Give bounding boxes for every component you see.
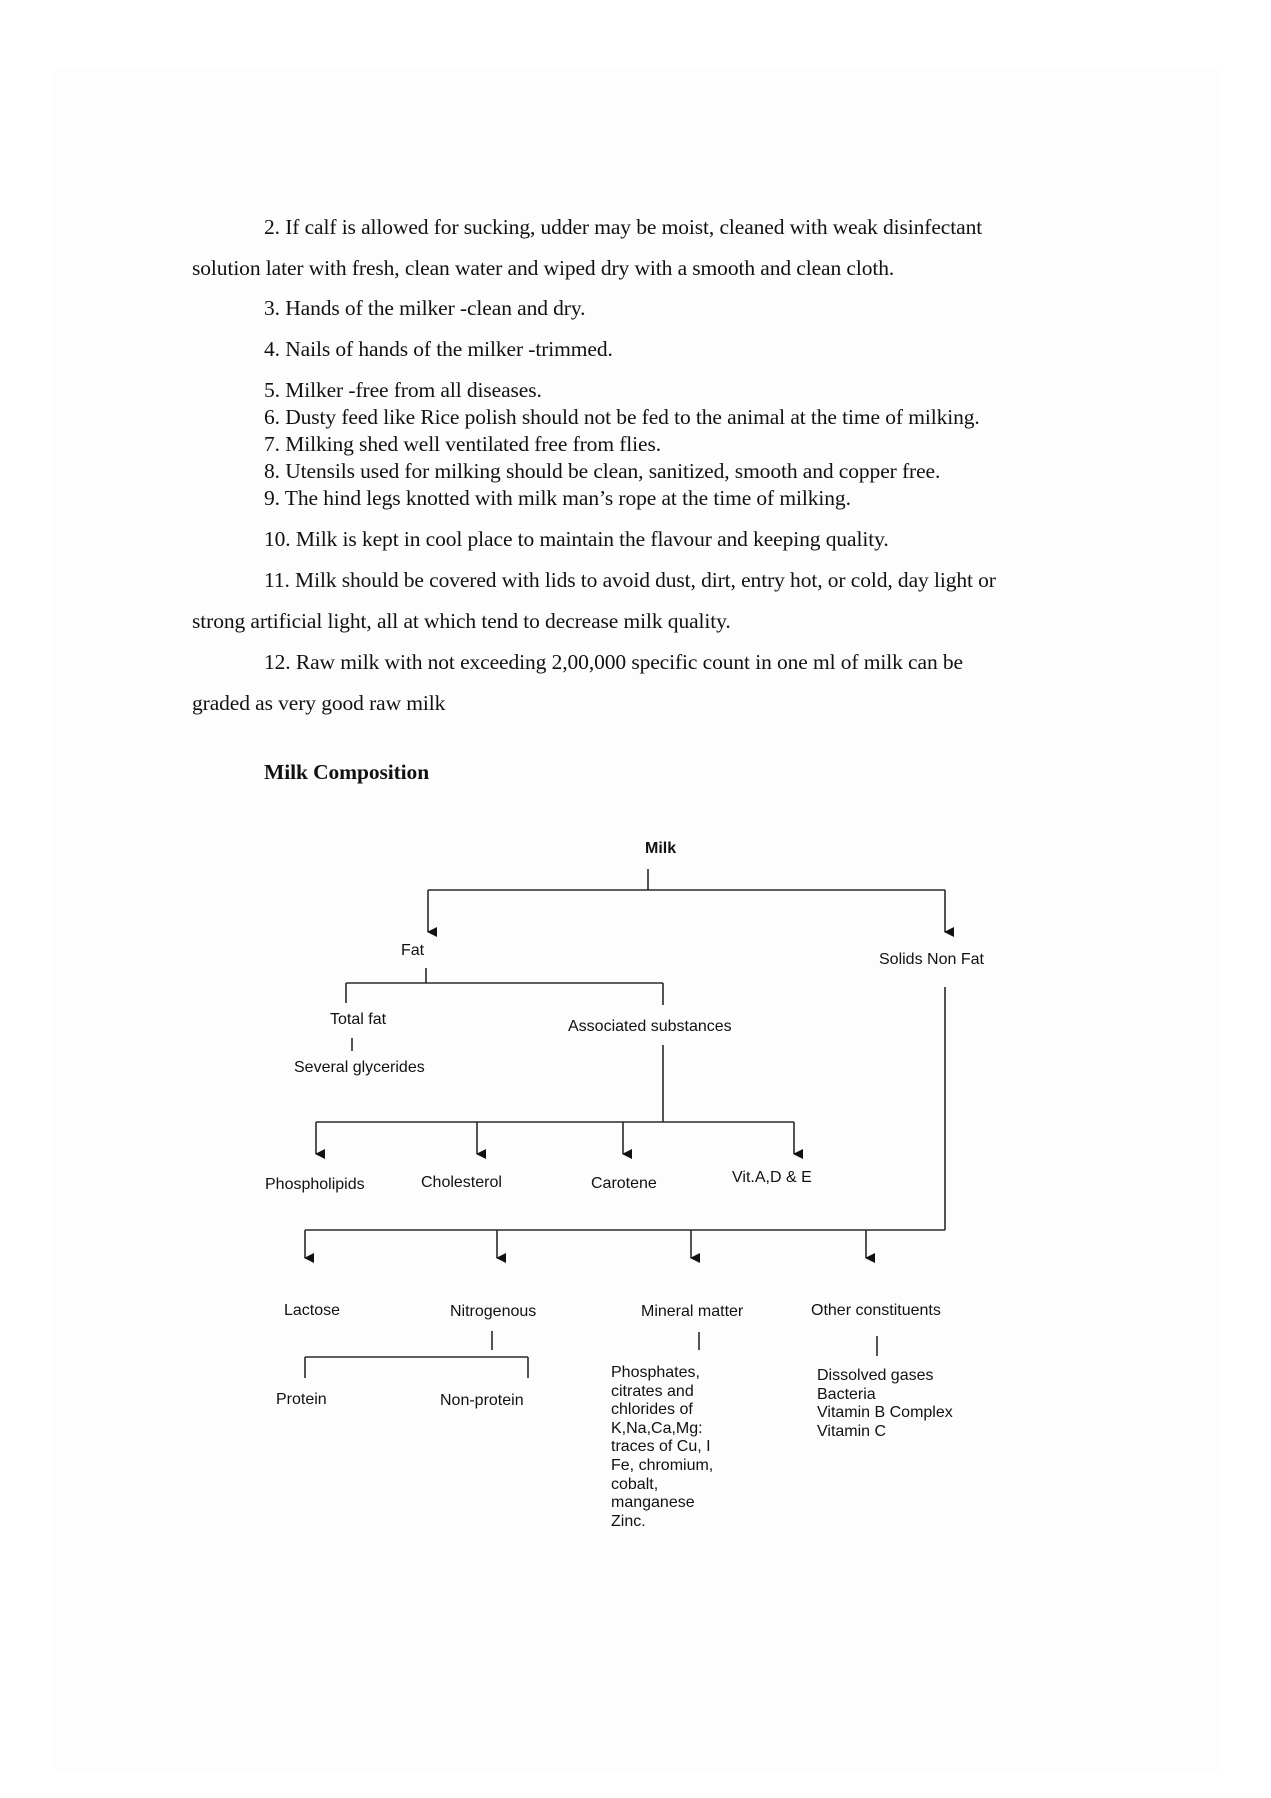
node-mineral-matter: Mineral matter <box>641 1303 744 1320</box>
other-detail-line: Bacteria <box>817 1385 876 1403</box>
section-heading: Milk Composition <box>264 760 430 784</box>
paragraph-item-8: 8. Utensils used for milking should be clean, sanitized, smooth and copper free. <box>264 459 941 483</box>
node-non-protein: Non-protein <box>440 1392 524 1409</box>
node-fat: Fat <box>401 942 425 959</box>
other-detail-line: Dissolved gases <box>817 1367 934 1384</box>
node-phospholipids: Phospholipids <box>265 1176 365 1193</box>
node-several-glycerides: Several glycerides <box>294 1059 425 1076</box>
node-carotene: Carotene <box>591 1175 657 1192</box>
mineral-details-list <box>611 1364 713 1531</box>
paragraph-item-7: 7. Milking shed well ventilated free from flies. <box>264 432 662 456</box>
paragraph-item-5: 5. Milker -free from all diseases. <box>264 378 542 402</box>
other-detail-line: Vitamin B Complex <box>817 1404 953 1422</box>
node-nitrogenous: Nitrogenous <box>450 1303 537 1320</box>
paragraph-item-12-line-2: graded as very good raw milk <box>192 691 446 715</box>
mineral-detail-line: traces of Cu, I <box>611 1438 711 1456</box>
node-total-fat: Total fat <box>330 1011 387 1028</box>
paragraph-item-2-line-1: 2. If calf is allowed for sucking, udder may be moist, cleaned with weak disinfectant <box>264 215 983 239</box>
other-details-list <box>817 1367 953 1441</box>
paragraph-item-11-line-2: strong artificial light, all at which tend to decrease milk quality. <box>192 609 731 633</box>
paragraph-item-4: 4. Nails of hands of the milker -trimmed. <box>264 337 613 361</box>
mineral-detail-line: Phosphates, <box>611 1364 700 1381</box>
paragraph-item-9: 9. The hind legs knotted with milk man’s rope at the time of milking. <box>264 486 851 510</box>
paragraph-item-3: 3. Hands of the milker -clean and dry. <box>264 296 586 320</box>
node-cholesterol: Cholesterol <box>421 1174 502 1191</box>
mineral-detail-line: manganese <box>611 1494 695 1512</box>
mineral-detail-line: Fe, chromium, <box>611 1456 714 1474</box>
node-associated-substances: Associated substances <box>568 1018 732 1035</box>
paragraph-item-2-line-2: solution later with fresh, clean water and wiped dry with a smooth and clean cloth. <box>192 256 895 280</box>
paragraph-item-12-line-1: 12. Raw milk with not exceeding 2,00,000 specific count in one ml of milk can be <box>264 650 963 674</box>
other-detail-line: Vitamin C <box>817 1422 887 1440</box>
node-milk: Milk <box>645 840 677 857</box>
node-protein: Protein <box>276 1391 327 1408</box>
paragraph-item-6: 6. Dusty feed like Rice polish should not be fed to the animal at the time of milking. <box>264 405 980 429</box>
mineral-detail-line: cobalt, <box>611 1475 659 1493</box>
paragraph-item-11-line-1: 11. Milk should be covered with lids to avoid dust, dirt, entry hot, or cold, day light or <box>264 568 996 592</box>
mineral-detail-line: K,Na,Ca,Mg: <box>611 1419 703 1437</box>
paragraph-item-10: 10. Milk is kept in cool place to maintain the flavour and keeping quality. <box>264 527 889 551</box>
node-other-constituents: Other constituents <box>811 1302 941 1319</box>
node-solids-non-fat: Solids Non Fat <box>879 951 984 968</box>
node-lactose: Lactose <box>284 1302 341 1319</box>
mineral-detail-line: citrates and <box>611 1382 694 1400</box>
mineral-detail-line: Zinc. <box>611 1512 646 1530</box>
node-vitamins-ade: Vit.A,D & E <box>732 1169 812 1186</box>
mineral-detail-line: chlorides of <box>611 1401 693 1419</box>
